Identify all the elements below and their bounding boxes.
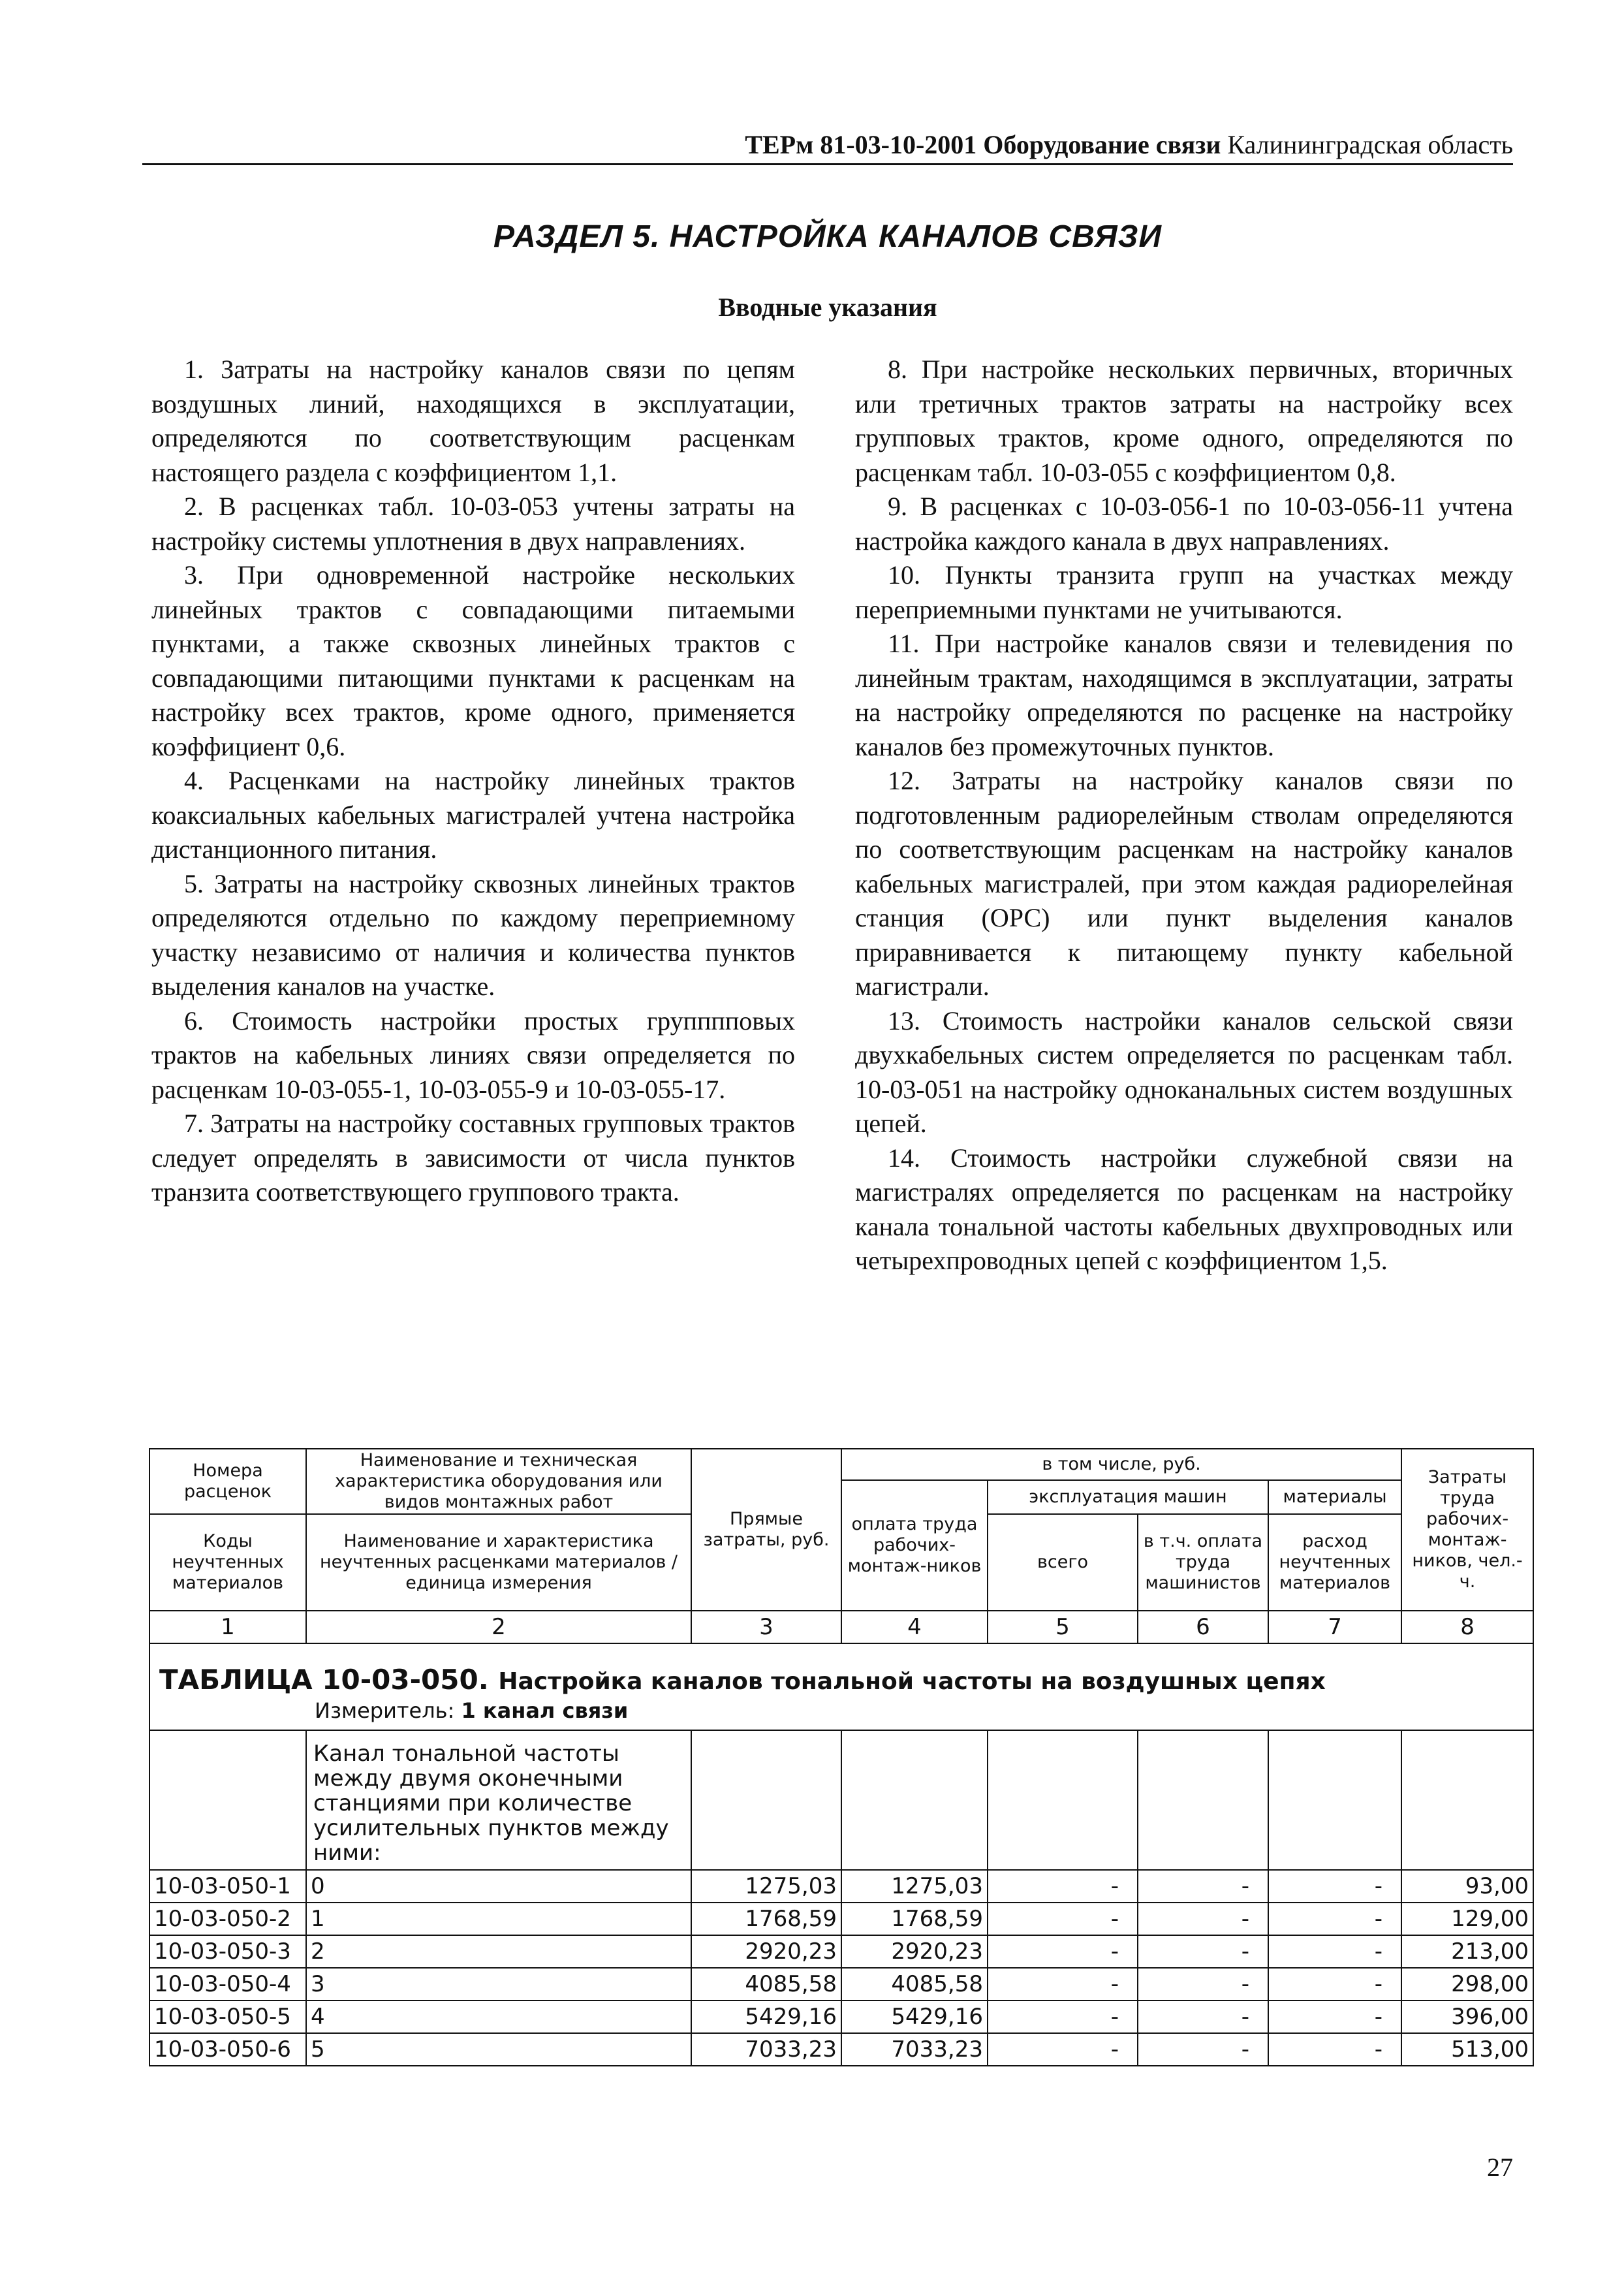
header-labor-pay: оплата труда рабочих-монтаж-ников <box>841 1480 988 1611</box>
machines-total: - <box>988 1968 1138 2000</box>
column-number: 8 <box>1401 1611 1533 1643</box>
paragraph: 3. При одновременной настройке нескольких линейных трактов с совпадающими питаемыми пунктами, а также сквозных линейных трактов с совпадающими питающими пунктами к расценкам на настройку всех трактов, кроме одного, применяется коэффициент 0,6. <box>151 560 795 761</box>
labor-pay: 1768,59 <box>841 1903 988 1935</box>
header-rule <box>142 163 1513 165</box>
direct-costs: 1275,03 <box>691 1870 841 1903</box>
labor-hours: 213,00 <box>1401 1935 1533 1968</box>
machines-total: - <box>988 1935 1138 1968</box>
table-row <box>149 1968 1533 2000</box>
labor-pay: 4085,58 <box>841 1968 988 2000</box>
table-row <box>149 1903 1533 1935</box>
paragraph: 1. Затраты на настройку каналов связи по цепям воздушных линий, находящихся в эксплуатации, определяются по соответствующим расценкам настоящего раздела с коэффициентом 1,1. <box>151 355 795 487</box>
rate-code: 10-03-050-3 <box>149 1935 306 1968</box>
direct-costs: 5429,16 <box>691 2000 841 2033</box>
machinist-pay: - <box>1138 1935 1268 1968</box>
materials: - <box>1268 1935 1401 1968</box>
running-header <box>142 129 1513 161</box>
section-title: РАЗДЕЛ 5. НАСТРОЙКА КАНАЛОВ СВЯЗИ <box>493 219 1162 254</box>
rate-code: 10-03-050-2 <box>149 1903 306 1935</box>
paragraph: 2. В расценках табл. 10-03-053 учтены затраты на настройку системы уплотнения в двух направлениях. <box>151 492 795 556</box>
machines-total: - <box>988 2000 1138 2033</box>
table-title <box>149 1643 1533 1730</box>
table-row <box>149 1870 1533 1903</box>
machines-total: - <box>988 2033 1138 2066</box>
header-title: Оборудование связи <box>983 130 1221 159</box>
paragraph: 12. Затраты на настройку каналов связи по подготовленным радиорелейным стволам определяются по соответствующим расценкам на настройку каналов кабельных магистралей, при этом каждая радиорелейная станция (ОРС) или пункт выделения каналов приравнивается к питающему пункту кабельной магистрали. <box>855 766 1513 1001</box>
meter-label: Измеритель: <box>315 1698 455 1723</box>
paragraph: 5. Затраты на настройку сквозных линейных трактов определяются отдельно по каждому переприемному участку независимо от наличия и количества пунктов выделения каналов на участке. <box>151 868 795 1001</box>
paragraph: 6. Стоимость настройки простых групппповых трактов на кабельных линиях связи определяется по расценкам 10-03-055-1, 10-03-055-9 и 10-03-055-17. <box>151 1005 795 1104</box>
table-row <box>149 2033 1533 2066</box>
rate-code: 10-03-050-6 <box>149 2033 306 2066</box>
machines-total: - <box>988 1870 1138 1903</box>
paragraph: 9. В расценках с 10-03-056-1 по 10-03-056-11 учтена настройка каждого канала в двух направлениях. <box>855 492 1513 556</box>
labor-pay: 2920,23 <box>841 1935 988 1968</box>
header-materials: материалы <box>1268 1480 1401 1514</box>
rate-code: 10-03-050-5 <box>149 2000 306 2033</box>
column-number: 5 <box>988 1611 1138 1643</box>
intro-heading: Вводные указания <box>718 293 937 322</box>
paragraph: 10. Пункты транзита групп на участках между переприемными пунктами не учитываются. <box>855 560 1513 624</box>
header-unaccounted-codes: Коды неучтенных материалов <box>149 1514 306 1611</box>
header-machines-total: всего <box>988 1514 1138 1611</box>
header-code: ТЕРм 81-03-10-2001 <box>745 130 977 159</box>
direct-costs: 2920,23 <box>691 1935 841 1968</box>
paragraph: 4. Расценками на настройку линейных трактов коаксиальных кабельных магистралей учтена настройка дистанционного питания. <box>151 766 795 864</box>
paragraph: 11. При настройке каналов связи и телевидения по линейным трактам, находящимся в эксплуатации, затраты на настройку определяются по расценке на настройку каналов без промежуточных пунктов. <box>855 629 1513 761</box>
labor-hours: 298,00 <box>1401 1968 1533 2000</box>
column-number: 3 <box>691 1611 841 1643</box>
rate-name: 2 <box>306 1935 691 1968</box>
machines-total: - <box>988 1903 1138 1935</box>
column-number: 6 <box>1138 1611 1268 1643</box>
materials: - <box>1268 2033 1401 2066</box>
direct-costs: 4085,58 <box>691 1968 841 2000</box>
machinist-pay: - <box>1138 1968 1268 2000</box>
direct-costs: 7033,23 <box>691 2033 841 2066</box>
meter <box>159 1696 1529 1730</box>
materials: - <box>1268 1903 1401 1935</box>
header-region: Калининградская область <box>1227 130 1513 159</box>
column-number: 2 <box>306 1611 691 1643</box>
rate-name: 0 <box>306 1870 691 1903</box>
column-number: 1 <box>149 1611 306 1643</box>
paragraph: 8. При настройке нескольких первичных, вторичных или третичных трактов затраты на настройку всех групповых трактов, кроме одного, определяются по расценкам табл. 10-03-055 с коэффициентом 0,8. <box>855 355 1513 487</box>
machinist-pay: - <box>1138 1870 1268 1903</box>
page-number: 27 <box>1487 2153 1513 2182</box>
header-rate-numbers: Номера расценок <box>149 1449 306 1514</box>
labor-pay: 1275,03 <box>841 1870 988 1903</box>
materials: - <box>1268 1968 1401 2000</box>
rate-name: 3 <box>306 1968 691 2000</box>
header-name: Наименование и техническая характеристика оборудования или видов монтажных работ <box>306 1449 691 1514</box>
paragraph: 7. Затраты на настройку составных групповых трактов следует определять в зависимости от числа пунктов транзита соответствующего группового тракта. <box>151 1109 795 1207</box>
labor-hours: 396,00 <box>1401 2000 1533 2033</box>
labor-hours: 129,00 <box>1401 1903 1533 1935</box>
materials: - <box>1268 2000 1401 2033</box>
meter-value: 1 канал связи <box>461 1698 629 1723</box>
right-column <box>855 353 1513 1278</box>
column-number: 7 <box>1268 1611 1401 1643</box>
rate-name: 5 <box>306 2033 691 2066</box>
header-material-names: Наименование и характеристика неучтенных расценками материалов / единица измерения <box>306 1514 691 1611</box>
work-description: Канал тональной частоты между двумя оконечными станциями при количестве усилительных пунктов между ними: <box>306 1730 691 1870</box>
rate-code: 10-03-050-1 <box>149 1870 306 1903</box>
materials: - <box>1268 1870 1401 1903</box>
rate-name: 1 <box>306 1903 691 1935</box>
machinist-pay: - <box>1138 2033 1268 2066</box>
machinist-pay: - <box>1138 2000 1268 2033</box>
labor-hours: 93,00 <box>1401 1870 1533 1903</box>
table-code: ТАБЛИЦА 10-03-050. <box>159 1664 489 1696</box>
header-labor-hours: Затраты труда рабочих-монтаж-ников, чел.-ч. <box>1401 1449 1533 1611</box>
rate-code: 10-03-050-4 <box>149 1968 306 2000</box>
table-row <box>149 2000 1533 2033</box>
paragraph: 13. Стоимость настройки каналов сельской связи двухкабельных систем определяется по расценкам табл. 10-03-051 на настройку одноканальных систем воздушных цепей. <box>855 1005 1513 1138</box>
header-including: в том числе, руб. <box>841 1449 1401 1480</box>
labor-pay: 7033,23 <box>841 2033 988 2066</box>
rate-name: 4 <box>306 2000 691 2033</box>
header-machinist-pay: в т.ч. оплата труда машинистов <box>1138 1514 1268 1611</box>
header-direct-costs: Прямые затраты, руб. <box>691 1449 841 1611</box>
table-row <box>149 1935 1533 1968</box>
header-machines: эксплуатация машин <box>988 1480 1268 1514</box>
direct-costs: 1768,59 <box>691 1903 841 1935</box>
labor-pay: 5429,16 <box>841 2000 988 2033</box>
table-title-text: Настройка каналов тональной частоты на воздушных цепях <box>498 1668 1326 1695</box>
machinist-pay: - <box>1138 1903 1268 1935</box>
paragraph: 14. Стоимость настройки служебной связи на магистралях определяется по расценкам на настройку канала тональной частоты кабельных двухпроводных или четырехпроводных цепей с коэффициентом 1,5. <box>855 1143 1513 1275</box>
header-unaccounted-materials: расход неучтенных материалов <box>1268 1514 1401 1611</box>
column-number: 4 <box>841 1611 988 1643</box>
rates-table <box>149 1448 1534 2066</box>
labor-hours: 513,00 <box>1401 2033 1533 2066</box>
left-column <box>151 353 795 1210</box>
